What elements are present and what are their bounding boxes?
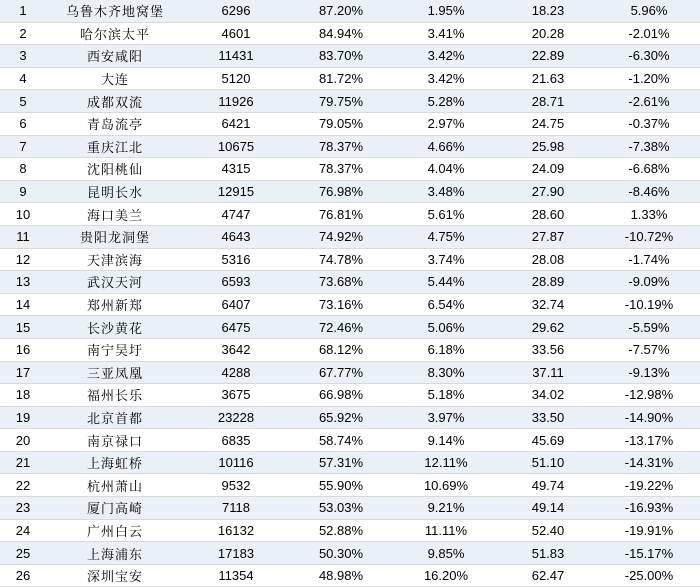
cell-rank: 10: [0, 203, 46, 226]
cell-airport: 武汉天河: [46, 271, 184, 294]
cell-cancel-rate: 8.30%: [394, 361, 498, 384]
cell-flights: 11926: [184, 90, 288, 113]
cell-rank: 9: [0, 180, 46, 203]
cell-yoy-change: -19.22%: [598, 474, 700, 497]
cell-yoy-change: -25.00%: [598, 564, 700, 587]
cell-ontime-rate: 66.98%: [288, 384, 394, 407]
cell-flights: 6407: [184, 293, 288, 316]
cell-airport: 乌鲁木齐地窝堡: [46, 0, 184, 22]
cell-yoy-change: -7.38%: [598, 135, 700, 158]
cell-airport: 南京禄口: [46, 429, 184, 452]
cell-avg-delay: 49.74: [498, 474, 598, 497]
table-row[interactable]: [0, 203, 700, 226]
cell-avg-delay: 22.89: [498, 45, 598, 68]
cell-ontime-rate: 78.37%: [288, 158, 394, 181]
cell-cancel-rate: 16.20%: [394, 564, 498, 587]
cell-cancel-rate: 6.54%: [394, 293, 498, 316]
cell-yoy-change: -16.93%: [598, 497, 700, 520]
cell-ontime-rate: 53.03%: [288, 497, 394, 520]
cell-airport: 成都双流: [46, 90, 184, 113]
cell-airport: 北京首都: [46, 406, 184, 429]
cell-flights: 10116: [184, 451, 288, 474]
cell-ontime-rate: 79.75%: [288, 90, 394, 113]
cell-yoy-change: -9.09%: [598, 271, 700, 294]
cell-avg-delay: 28.08: [498, 248, 598, 271]
cell-airport: 大连: [46, 67, 184, 90]
table-row[interactable]: [0, 180, 700, 203]
table-row[interactable]: [0, 158, 700, 181]
cell-ontime-rate: 76.98%: [288, 180, 394, 203]
cell-rank: 1: [0, 0, 46, 22]
table-row[interactable]: [0, 406, 700, 429]
cell-airport: 沈阳桃仙: [46, 158, 184, 181]
cell-yoy-change: -5.59%: [598, 316, 700, 339]
cell-yoy-change: -6.68%: [598, 158, 700, 181]
cell-yoy-change: -13.17%: [598, 429, 700, 452]
cell-avg-delay: 34.02: [498, 384, 598, 407]
cell-ontime-rate: 74.92%: [288, 225, 394, 248]
cell-rank: 14: [0, 293, 46, 316]
table-row[interactable]: [0, 225, 700, 248]
table-row[interactable]: [0, 519, 700, 542]
cell-airport: 哈尔滨太平: [46, 22, 184, 45]
table-row[interactable]: [0, 451, 700, 474]
table-row[interactable]: [0, 474, 700, 497]
cell-flights: 3642: [184, 338, 288, 361]
cell-avg-delay: 27.90: [498, 180, 598, 203]
cell-cancel-rate: 5.44%: [394, 271, 498, 294]
cell-flights: 6835: [184, 429, 288, 452]
cell-flights: 5120: [184, 67, 288, 90]
cell-flights: 3675: [184, 384, 288, 407]
cell-airport: 深圳宝安: [46, 564, 184, 587]
cell-rank: 13: [0, 271, 46, 294]
cell-yoy-change: -7.57%: [598, 338, 700, 361]
cell-avg-delay: 29.62: [498, 316, 598, 339]
cell-flights: 4643: [184, 225, 288, 248]
cell-avg-delay: 24.09: [498, 158, 598, 181]
cell-ontime-rate: 67.77%: [288, 361, 394, 384]
table-row[interactable]: [0, 564, 700, 587]
cell-avg-delay: 27.87: [498, 225, 598, 248]
cell-ontime-rate: 52.88%: [288, 519, 394, 542]
cell-rank: 8: [0, 158, 46, 181]
cell-avg-delay: 24.75: [498, 112, 598, 135]
cell-flights: 11431: [184, 45, 288, 68]
cell-rank: 12: [0, 248, 46, 271]
cell-ontime-rate: 78.37%: [288, 135, 394, 158]
cell-cancel-rate: 10.69%: [394, 474, 498, 497]
cell-yoy-change: -8.46%: [598, 180, 700, 203]
cell-rank: 19: [0, 406, 46, 429]
cell-flights: 10675: [184, 135, 288, 158]
cell-yoy-change: -14.31%: [598, 451, 700, 474]
cell-yoy-change: -6.30%: [598, 45, 700, 68]
cell-cancel-rate: 3.74%: [394, 248, 498, 271]
cell-avg-delay: 33.50: [498, 406, 598, 429]
cell-airport: 贵阳龙洞堡: [46, 225, 184, 248]
cell-rank: 25: [0, 542, 46, 565]
cell-rank: 3: [0, 45, 46, 68]
cell-yoy-change: -9.13%: [598, 361, 700, 384]
table-row[interactable]: [0, 22, 700, 45]
cell-rank: 24: [0, 519, 46, 542]
cell-avg-delay: 37.11: [498, 361, 598, 384]
table-row[interactable]: [0, 316, 700, 339]
cell-ontime-rate: 76.81%: [288, 203, 394, 226]
cell-airport: 重庆江北: [46, 135, 184, 158]
cell-avg-delay: 62.47: [498, 564, 598, 587]
cell-yoy-change: 1.33%: [598, 203, 700, 226]
cell-ontime-rate: 50.30%: [288, 542, 394, 565]
cell-rank: 21: [0, 451, 46, 474]
cell-flights: 12915: [184, 180, 288, 203]
cell-avg-delay: 33.56: [498, 338, 598, 361]
cell-flights: 6296: [184, 0, 288, 22]
cell-rank: 23: [0, 497, 46, 520]
cell-avg-delay: 20.28: [498, 22, 598, 45]
cell-ontime-rate: 83.70%: [288, 45, 394, 68]
cell-cancel-rate: 4.04%: [394, 158, 498, 181]
cell-ontime-rate: 84.94%: [288, 22, 394, 45]
cell-avg-delay: 28.60: [498, 203, 598, 226]
table-row[interactable]: [0, 90, 700, 113]
cell-avg-delay: 25.98: [498, 135, 598, 158]
cell-cancel-rate: 5.61%: [394, 203, 498, 226]
cell-rank: 11: [0, 225, 46, 248]
cell-flights: 6475: [184, 316, 288, 339]
cell-cancel-rate: 3.41%: [394, 22, 498, 45]
cell-cancel-rate: 3.48%: [394, 180, 498, 203]
cell-yoy-change: 5.96%: [598, 0, 700, 22]
cell-flights: 7118: [184, 497, 288, 520]
table-row[interactable]: [0, 384, 700, 407]
cell-cancel-rate: 3.42%: [394, 45, 498, 68]
cell-avg-delay: 45.69: [498, 429, 598, 452]
cell-ontime-rate: 48.98%: [288, 564, 394, 587]
cell-airport: 昆明长水: [46, 180, 184, 203]
cell-ontime-rate: 79.05%: [288, 112, 394, 135]
cell-yoy-change: -15.17%: [598, 542, 700, 565]
cell-rank: 5: [0, 90, 46, 113]
cell-ontime-rate: 57.31%: [288, 451, 394, 474]
cell-ontime-rate: 65.92%: [288, 406, 394, 429]
cell-cancel-rate: 3.42%: [394, 67, 498, 90]
table-row[interactable]: [0, 497, 700, 520]
cell-avg-delay: 18.23: [498, 0, 598, 22]
cell-yoy-change: -14.90%: [598, 406, 700, 429]
cell-airport: 上海浦东: [46, 542, 184, 565]
cell-cancel-rate: 5.28%: [394, 90, 498, 113]
cell-airport: 上海虹桥: [46, 451, 184, 474]
table-row[interactable]: [0, 361, 700, 384]
cell-cancel-rate: 3.97%: [394, 406, 498, 429]
table-row[interactable]: [0, 135, 700, 158]
cell-airport: 天津滨海: [46, 248, 184, 271]
cell-avg-delay: 28.89: [498, 271, 598, 294]
cell-airport: 青岛流亭: [46, 112, 184, 135]
cell-rank: 22: [0, 474, 46, 497]
table-row[interactable]: [0, 271, 700, 294]
cell-airport: 郑州新郑: [46, 293, 184, 316]
cell-ontime-rate: 73.16%: [288, 293, 394, 316]
cell-yoy-change: -10.19%: [598, 293, 700, 316]
cell-rank: 2: [0, 22, 46, 45]
cell-yoy-change: -12.98%: [598, 384, 700, 407]
cell-ontime-rate: 73.68%: [288, 271, 394, 294]
cell-airport: 海口美兰: [46, 203, 184, 226]
table-row[interactable]: [0, 293, 700, 316]
cell-avg-delay: 51.83: [498, 542, 598, 565]
cell-ontime-rate: 68.12%: [288, 338, 394, 361]
cell-flights: 9532: [184, 474, 288, 497]
cell-rank: 4: [0, 67, 46, 90]
cell-airport: 广州白云: [46, 519, 184, 542]
cell-avg-delay: 32.74: [498, 293, 598, 316]
cell-rank: 20: [0, 429, 46, 452]
cell-rank: 7: [0, 135, 46, 158]
cell-flights: 4315: [184, 158, 288, 181]
cell-flights: 6421: [184, 112, 288, 135]
table-row[interactable]: [0, 0, 700, 22]
cell-yoy-change: -1.20%: [598, 67, 700, 90]
cell-ontime-rate: 72.46%: [288, 316, 394, 339]
cell-airport: 杭州萧山: [46, 474, 184, 497]
cell-cancel-rate: 1.95%: [394, 0, 498, 22]
cell-yoy-change: -0.37%: [598, 112, 700, 135]
cell-flights: 23228: [184, 406, 288, 429]
cell-cancel-rate: 5.18%: [394, 384, 498, 407]
cell-yoy-change: -2.61%: [598, 90, 700, 113]
cell-rank: 6: [0, 112, 46, 135]
cell-airport: 三亚凤凰: [46, 361, 184, 384]
cell-cancel-rate: 5.06%: [394, 316, 498, 339]
cell-cancel-rate: 11.11%: [394, 519, 498, 542]
cell-avg-delay: 49.14: [498, 497, 598, 520]
table-row[interactable]: [0, 45, 700, 68]
cell-cancel-rate: 9.21%: [394, 497, 498, 520]
cell-flights: 11354: [184, 564, 288, 587]
table-row[interactable]: [0, 248, 700, 271]
cell-flights: 4288: [184, 361, 288, 384]
cell-yoy-change: -19.91%: [598, 519, 700, 542]
cell-cancel-rate: 2.97%: [394, 112, 498, 135]
table-row[interactable]: [0, 67, 700, 90]
cell-flights: 5316: [184, 248, 288, 271]
cell-avg-delay: 51.10: [498, 451, 598, 474]
table-row[interactable]: [0, 542, 700, 565]
cell-airport: 长沙黄花: [46, 316, 184, 339]
cell-airport: 西安咸阳: [46, 45, 184, 68]
table-row[interactable]: [0, 112, 700, 135]
cell-cancel-rate: 12.11%: [394, 451, 498, 474]
cell-yoy-change: -1.74%: [598, 248, 700, 271]
cell-flights: 17183: [184, 542, 288, 565]
cell-ontime-rate: 58.74%: [288, 429, 394, 452]
cell-cancel-rate: 9.14%: [394, 429, 498, 452]
cell-rank: 15: [0, 316, 46, 339]
cell-rank: 18: [0, 384, 46, 407]
cell-cancel-rate: 4.66%: [394, 135, 498, 158]
table-row[interactable]: [0, 429, 700, 452]
cell-ontime-rate: 55.90%: [288, 474, 394, 497]
cell-ontime-rate: 74.78%: [288, 248, 394, 271]
cell-rank: 16: [0, 338, 46, 361]
cell-yoy-change: -2.01%: [598, 22, 700, 45]
cell-cancel-rate: 4.75%: [394, 225, 498, 248]
cell-flights: 6593: [184, 271, 288, 294]
cell-airport: 南宁吴圩: [46, 338, 184, 361]
cell-rank: 26: [0, 564, 46, 587]
cell-cancel-rate: 9.85%: [394, 542, 498, 565]
cell-avg-delay: 28.71: [498, 90, 598, 113]
cell-avg-delay: 52.40: [498, 519, 598, 542]
cell-airport: 厦门高崎: [46, 497, 184, 520]
cell-airport: 福州长乐: [46, 384, 184, 407]
cell-ontime-rate: 81.72%: [288, 67, 394, 90]
cell-ontime-rate: 87.20%: [288, 0, 394, 22]
cell-flights: 4601: [184, 22, 288, 45]
table-row[interactable]: [0, 338, 700, 361]
cell-cancel-rate: 6.18%: [394, 338, 498, 361]
cell-flights: 4747: [184, 203, 288, 226]
cell-flights: 16132: [184, 519, 288, 542]
cell-avg-delay: 21.63: [498, 67, 598, 90]
cell-rank: 17: [0, 361, 46, 384]
cell-yoy-change: -10.72%: [598, 225, 700, 248]
